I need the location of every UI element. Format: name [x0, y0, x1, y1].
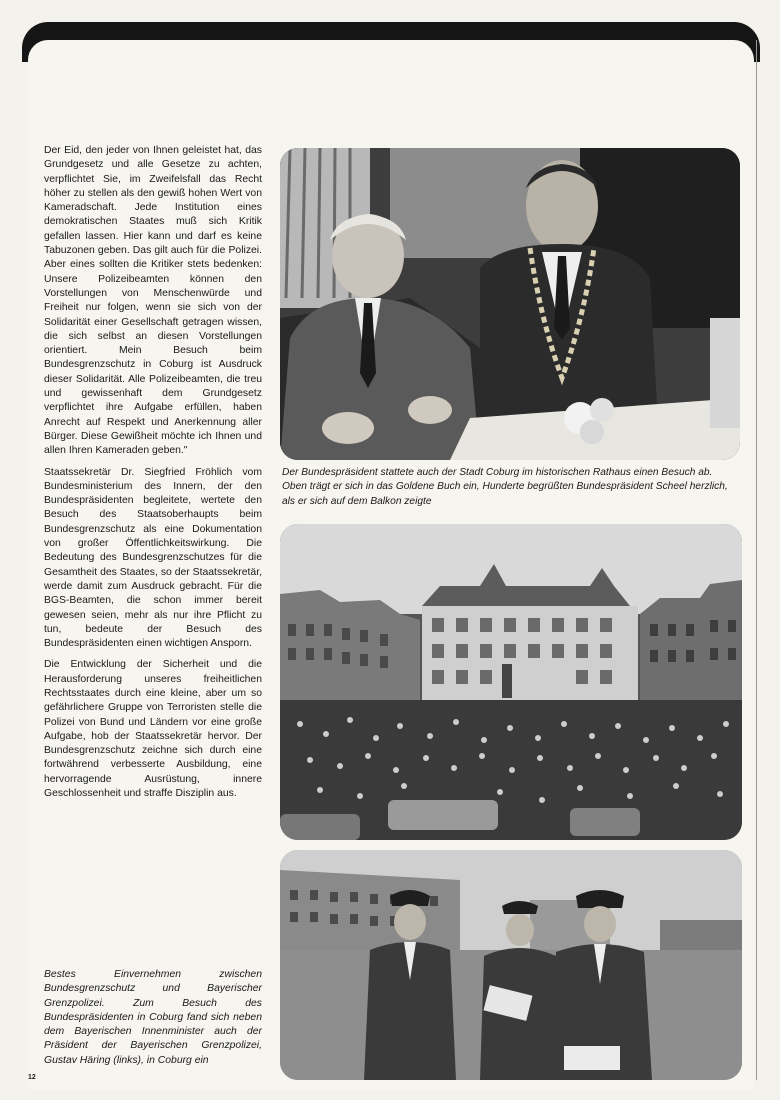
page-number: 12 [28, 1074, 36, 1081]
article-paragraph-3: Die Entwicklung der Sicherheit und die Herausforderung unseres freiheitlichen Rechtsstaates durch eine kleine, aber um so gefährlichere Gruppe von Terroristen stelle die Polizei von Bund und Ländern vor eine große Aufgabe, hob der Staatssekretär hervor. Der Bundesgrenzschutz zeichne sich durch eine fortwährend verbesserte Ausbildung, eine hervorragende Ausrüstung, innere Geschlossenheit und straffe Disziplin aus. [44, 659, 262, 800]
caption-border-police: Bestes Einvernehmen zwischen Bundesgrenzschutz und Bayerischer Grenzpolizei. Zum Besuch des Bundespräsidenten in Coburg fand sich neben dem Bayerischen Innenminister auch der Präsident der Bayerischen Grenzpolizei, Gustav Häring (links), in Coburg ein [44, 969, 262, 1066]
article-paragraph-1: Der Eid, den jeder von Ihnen geleistet hat, das Grundgesetz und alle Gesetze zu achten, verpflichtet Sie, im Zweifelsfall das Recht höher zu stellen als den gewiß hohen Wert von Kameradschaft. Jede Institution eines demokratischen Staates muß sich Kritik gefallen lassen. Hier kann und darf es keine Tabuzonen geben. Das gilt auch für die Polizei. Aber eines sollten die Kritiker stets bedenken: Unsere Polizeibeamten können den Vorstellungen von Menschenwürde und Freiheit nur folgen, wenn sie sich von der Solidarität einer Gesellschaft getragen wissen, die sich selbst an diesen Vorstellungen orientiert. Mein Besuch beim Bundesgrenzschutz in Coburg ist Ausdruck dieser Solidarität. Alle Polizeibeamten, die treu und gewissenhaft dem Grundgesetz verpflichtet ihre Aufgabe erfüllen, haben Anrecht auf Respekt und Anerkennung aller Bürger. Diese Gewißheit möchte ich Ihnen und allen Ihren Kameraden geben." [44, 145, 262, 457]
photo-golden-book-signing [280, 148, 740, 460]
page-edge-rule [756, 40, 757, 1080]
photo-town-hall-crowd [280, 524, 742, 840]
article-paragraph-2: Staatssekretär Dr. Siegfried Fröhlich vom Bundesministerium des Innern, der den Bundespräsidenten begleitete, wertete den Besuch des Staatsoberhaupts beim Bundesgrenzschutz als eine Dokumentation von großer Öffentlichkeitswirkung. Die Bedeutung des Bundesgrenzschutzes für die Gesamtheit des Staates, so der Staatssekretär, werde damit zum Ausdruck gebracht. Für die BGS-Beamten, die schon immer bereit gewesen seien, mehr als nur ihre Pflicht zu tun, bedeute der Besuch des Bundespräsidenten einen wichtigen Ansporn. [44, 466, 262, 650]
caption-town-hall: Der Bundespräsident stattete auch der Stadt Coburg im historischen Rathaus einen Besuch ab. Oben trägt er sich in das Goldene Buch ein, Hunderte begrüßten Bundespräsident Scheel herzlich, als er sich auf dem Balkon zeigte [282, 467, 728, 507]
photo-border-police-officers [280, 850, 742, 1080]
article-text-column [44, 144, 262, 808]
